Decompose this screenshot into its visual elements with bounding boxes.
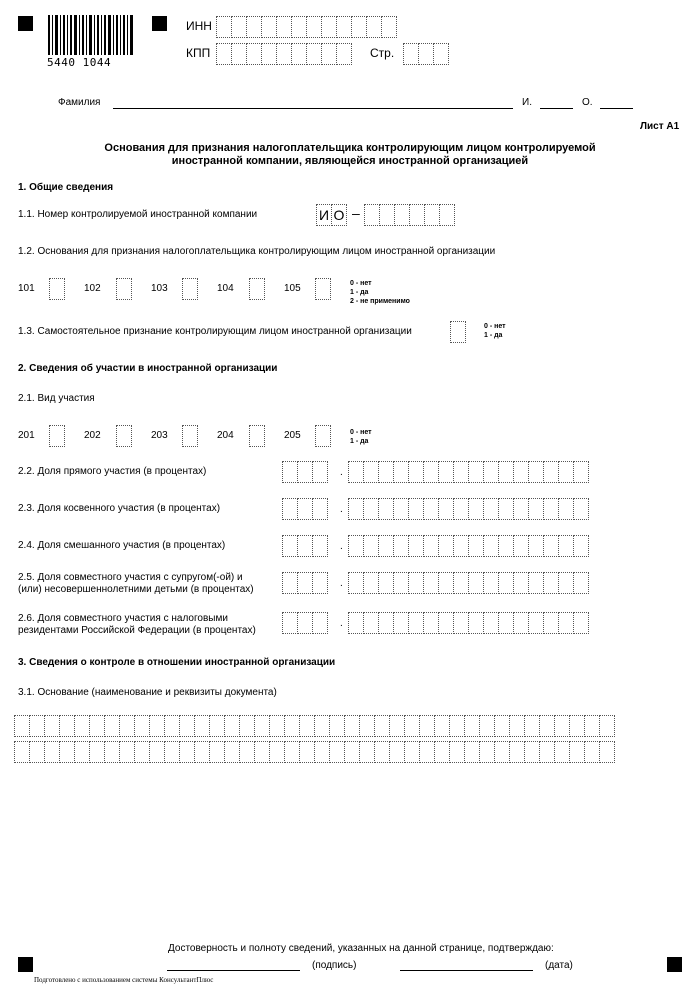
sheet-label: Лист А1 <box>640 121 680 132</box>
indirect-share-int-field[interactable] <box>282 498 327 520</box>
id-prefix-cell: И <box>316 204 332 226</box>
kpp-field[interactable] <box>216 43 351 65</box>
code-205: 205 <box>284 430 301 441</box>
comb-cell[interactable] <box>44 715 60 737</box>
field-205[interactable] <box>315 425 330 447</box>
barcode <box>48 15 135 55</box>
residents-share-frac-field[interactable] <box>348 612 588 634</box>
comb-cell[interactable] <box>89 741 105 763</box>
comb-cell[interactable] <box>224 741 240 763</box>
comb-cell[interactable] <box>284 715 300 737</box>
comb-cell[interactable] <box>149 741 165 763</box>
comb-cell[interactable] <box>554 741 570 763</box>
comb-cell[interactable] <box>179 715 195 737</box>
date-caption: (дата) <box>545 960 573 971</box>
comb-cell[interactable] <box>524 741 540 763</box>
section-3-heading: 3. Сведения о контроле в отношении иностранной организации <box>18 657 336 668</box>
field-203[interactable] <box>182 425 197 447</box>
comb-cell[interactable] <box>269 741 285 763</box>
field-105[interactable] <box>315 278 330 300</box>
comb-cell[interactable] <box>539 741 555 763</box>
comb-cell[interactable] <box>584 715 600 737</box>
code-104: 104 <box>217 283 234 294</box>
field-104[interactable] <box>249 278 264 300</box>
comb-cell[interactable] <box>374 741 390 763</box>
legend-1-3: 0 - нет 1 - да <box>484 323 506 339</box>
comb-cell[interactable] <box>164 741 180 763</box>
comb-cell[interactable] <box>449 741 465 763</box>
comb-cell[interactable] <box>359 741 375 763</box>
comb-cell[interactable] <box>224 715 240 737</box>
comb-cell[interactable] <box>539 715 555 737</box>
initial-o-line[interactable] <box>600 108 633 109</box>
foreign-company-number-field[interactable] <box>316 204 346 226</box>
comb-cell[interactable] <box>74 715 90 737</box>
indirect-share-frac-field[interactable] <box>348 498 588 520</box>
title-line-1: Основания для признания налогоплательщика контролирующим лицом контролируемой <box>104 142 596 154</box>
comb-cell[interactable] <box>314 715 330 737</box>
comb-cell[interactable] <box>134 741 150 763</box>
title-line-2: иностранной компании, являющейся иностранной организацией <box>171 155 529 167</box>
decimal-point: . <box>340 578 343 589</box>
field-202[interactable] <box>116 425 131 447</box>
code-103: 103 <box>151 283 168 294</box>
item-1-1-label: 1.1. Номер контролируемой иностранной компании <box>18 209 258 220</box>
code-203: 203 <box>151 430 168 441</box>
comb-cell[interactable] <box>329 741 345 763</box>
comb-cell[interactable] <box>194 741 210 763</box>
comb-cell[interactable] <box>44 741 60 763</box>
comb-cell[interactable] <box>14 741 30 763</box>
comb-cell[interactable] <box>404 741 420 763</box>
section-1-heading: 1. Общие сведения <box>18 182 114 193</box>
foreign-company-number-cells[interactable] <box>364 204 454 226</box>
item-2-4-label: 2.4. Доля смешанного участия (в процентах) <box>18 540 226 551</box>
comb-cell[interactable] <box>569 715 585 737</box>
comb-cell[interactable] <box>254 715 270 737</box>
code-101: 101 <box>18 283 35 294</box>
signature-line[interactable] <box>167 970 300 971</box>
comb-cell[interactable] <box>389 715 405 737</box>
field-204[interactable] <box>249 425 264 447</box>
comb-cell[interactable] <box>239 715 255 737</box>
comb-cell[interactable] <box>359 715 375 737</box>
comb-cell[interactable] <box>479 741 495 763</box>
spouse-share-int-field[interactable] <box>282 572 327 594</box>
comb-cell[interactable] <box>134 715 150 737</box>
basis-text-row-1[interactable] <box>14 715 614 737</box>
item-1-3-label: 1.3. Самостоятельное признание контролирующим лицом иностранной организации <box>18 326 412 337</box>
signature-caption: (подпись) <box>312 960 357 971</box>
decimal-point: . <box>340 504 343 515</box>
comb-cell[interactable] <box>89 715 105 737</box>
comb-cell[interactable] <box>299 715 315 737</box>
comb-cell[interactable] <box>179 741 195 763</box>
comb-cell[interactable] <box>164 715 180 737</box>
surname-label: Фамилия <box>58 97 101 108</box>
page-number-field[interactable] <box>403 43 448 65</box>
code-202: 202 <box>84 430 101 441</box>
legend-1-2: 0 - нет 1 - да 2 - не применимо <box>350 280 410 305</box>
inn-field[interactable] <box>216 16 396 38</box>
kpp-label: КПП <box>186 46 211 60</box>
comb-cell[interactable] <box>104 715 120 737</box>
residents-share-int-field[interactable] <box>282 612 327 634</box>
comb-cell[interactable] <box>344 715 360 737</box>
code-105: 105 <box>284 283 301 294</box>
comb-cell[interactable] <box>479 715 495 737</box>
barcode-number: 5440 1044 <box>47 56 112 69</box>
comb-cell[interactable] <box>284 741 300 763</box>
initial-i-line[interactable] <box>540 108 573 109</box>
item-2-5-label-line-2: (или) несовершеннолетними детьми (в процентах) <box>18 584 254 595</box>
comb-cell[interactable] <box>569 741 585 763</box>
direct-share-int-field[interactable] <box>282 461 327 483</box>
date-line[interactable] <box>400 970 533 971</box>
initial-i-label: И. <box>522 97 532 108</box>
comb-cell[interactable] <box>509 741 525 763</box>
item-2-3-label: 2.3. Доля косвенного участия (в процентах) <box>18 503 221 514</box>
comb-cell[interactable] <box>464 741 480 763</box>
comb-cell[interactable] <box>374 715 390 737</box>
comb-cell[interactable] <box>449 715 465 737</box>
comb-cell[interactable] <box>524 715 540 737</box>
comb-cell[interactable] <box>434 715 450 737</box>
id-prefix-cell: О <box>331 204 347 226</box>
comb-cell[interactable] <box>14 715 30 737</box>
code-204: 204 <box>217 430 234 441</box>
initial-o-label: О. <box>582 97 593 108</box>
field-101[interactable] <box>49 278 64 300</box>
item-1-2-label: 1.2. Основания для признания налогоплательщика контролирующим лицом иностранной организации <box>18 246 496 257</box>
item-2-1-label: 2.1. Вид участия <box>18 393 95 404</box>
spouse-share-frac-field[interactable] <box>348 572 588 594</box>
comb-cell[interactable] <box>494 715 510 737</box>
comb-cell[interactable] <box>494 741 510 763</box>
comb-cell[interactable] <box>599 715 615 737</box>
basis-text-row-2[interactable] <box>14 741 614 763</box>
field-102[interactable] <box>116 278 131 300</box>
comb-cell[interactable] <box>194 715 210 737</box>
comb-cell[interactable] <box>314 741 330 763</box>
comb-cell[interactable] <box>434 741 450 763</box>
dash: – <box>352 205 360 221</box>
page-label: Стр. <box>370 46 395 60</box>
item-2-2-label: 2.2. Доля прямого участия (в процентах) <box>18 466 207 477</box>
comb-cell[interactable] <box>404 715 420 737</box>
comb-cell[interactable] <box>119 715 135 737</box>
field-1-3[interactable] <box>450 321 465 343</box>
code-201: 201 <box>18 430 35 441</box>
mixed-share-frac-field[interactable] <box>348 535 588 557</box>
comb-cell[interactable] <box>59 715 75 737</box>
item-2-5-label-line-1: 2.5. Доля совместного участия с супругом(-ой) и <box>18 572 243 583</box>
comb-cell[interactable] <box>149 715 165 737</box>
comb-cell[interactable] <box>584 741 600 763</box>
comb-cell[interactable] <box>239 741 255 763</box>
comb-cell[interactable] <box>254 741 270 763</box>
comb-cell[interactable] <box>599 741 615 763</box>
comb-cell[interactable] <box>119 741 135 763</box>
comb-cell[interactable] <box>74 741 90 763</box>
confirm-text: Достоверность и полноту сведений, указанных на данной странице, подтверждаю: <box>168 943 554 954</box>
registration-marker-top-left <box>18 16 33 31</box>
decimal-point: . <box>340 618 343 629</box>
comb-cell[interactable] <box>209 741 225 763</box>
direct-share-frac-field[interactable] <box>348 461 588 483</box>
registration-marker-bottom-right <box>667 957 682 972</box>
prepared-note: Подготовлено с использованием системы КонсультантПлюс <box>34 976 214 984</box>
comb-cell[interactable] <box>344 741 360 763</box>
item-2-6-label-line-2: резидентами Российской Федерации (в процентах) <box>18 625 256 636</box>
registration-marker-top-right <box>152 16 167 31</box>
comb-cell[interactable] <box>554 715 570 737</box>
comb-cell[interactable] <box>59 741 75 763</box>
code-102: 102 <box>84 283 101 294</box>
section-2-heading: 2. Сведения об участии в иностранной организации <box>18 363 278 374</box>
legend-2-1: 0 - нет 1 - да <box>350 429 372 445</box>
comb-cell[interactable] <box>29 715 45 737</box>
registration-marker-bottom-left <box>18 957 33 972</box>
surname-line[interactable] <box>113 108 513 109</box>
comb-cell[interactable] <box>464 715 480 737</box>
comb-cell[interactable] <box>389 741 405 763</box>
comb-cell[interactable] <box>29 741 45 763</box>
field-103[interactable] <box>182 278 197 300</box>
item-2-6-label-line-1: 2.6. Доля совместного участия с налоговыми <box>18 613 228 624</box>
comb-cell[interactable] <box>419 741 435 763</box>
comb-cell[interactable] <box>104 741 120 763</box>
comb-cell[interactable] <box>269 715 285 737</box>
comb-cell[interactable] <box>329 715 345 737</box>
decimal-point: . <box>340 467 343 478</box>
comb-cell[interactable] <box>509 715 525 737</box>
comb-cell[interactable] <box>209 715 225 737</box>
comb-cell[interactable] <box>299 741 315 763</box>
item-3-1-label: 3.1. Основание (наименование и реквизиты документа) <box>18 687 277 698</box>
mixed-share-int-field[interactable] <box>282 535 327 557</box>
inn-label: ИНН <box>186 19 212 33</box>
decimal-point: . <box>340 541 343 552</box>
comb-cell[interactable] <box>419 715 435 737</box>
field-201[interactable] <box>49 425 64 447</box>
